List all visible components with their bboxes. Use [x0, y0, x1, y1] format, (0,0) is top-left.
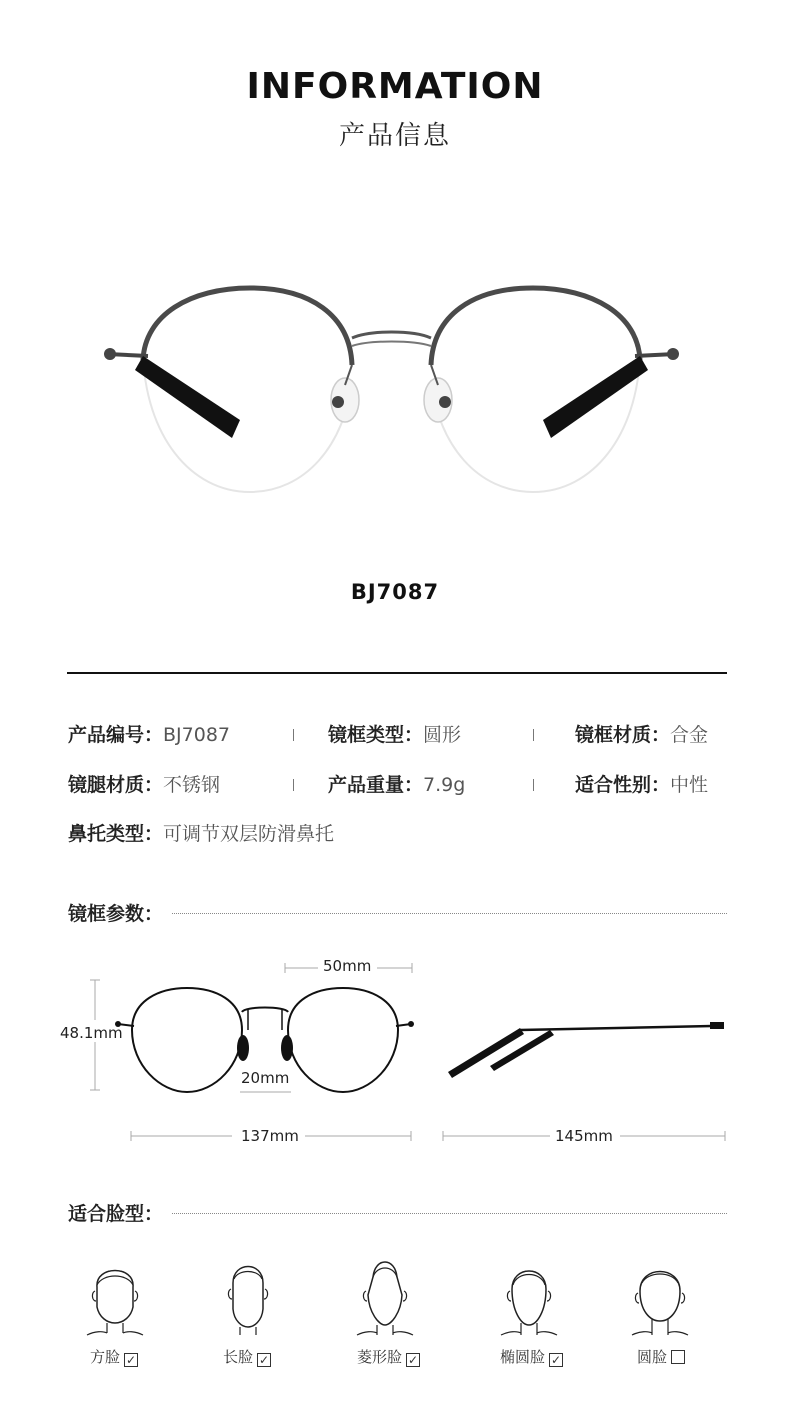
spec-key: 产品编号： — [68, 724, 164, 746]
face-type-oval — [500, 1346, 563, 1367]
spec-frame-material — [575, 720, 708, 747]
face-label: 菱形脸 — [357, 1348, 403, 1366]
spec-key: 鼻托类型： — [68, 823, 164, 845]
temple-length-label: 145mm — [555, 1127, 613, 1145]
spec-key: 镜框类型： — [328, 724, 424, 746]
spec-separator — [293, 729, 294, 741]
title-chinese: 产品信息 — [338, 121, 451, 151]
spec-separator — [533, 729, 534, 741]
face-checkbox[interactable]: ✓ — [407, 1353, 419, 1367]
face-checkbox[interactable]: ✓ — [125, 1353, 137, 1367]
face-type-diamond — [357, 1346, 420, 1367]
title-english: INFORMATION — [246, 66, 544, 107]
spec-value: 合金 — [670, 724, 709, 746]
glasses-front-image — [0, 260, 790, 520]
spec-key: 镜腿材质： — [68, 774, 164, 796]
spec-temple-material — [68, 770, 220, 797]
round-face-icon — [630, 1255, 690, 1335]
face-checkbox[interactable]: ✓ — [550, 1353, 562, 1367]
lens-height-label: 48.1mm — [60, 1024, 123, 1042]
lens-width-label: 50mm — [323, 957, 372, 975]
face-label: 椭圆脸 — [500, 1348, 546, 1366]
spec-key: 适合性别： — [575, 774, 671, 796]
spec-key: 镜框材质： — [575, 724, 671, 746]
spec-separator — [533, 779, 534, 791]
spec-value: 中性 — [670, 774, 709, 796]
spec-value: BJ7087 — [163, 724, 231, 746]
dotted-leader — [172, 913, 727, 914]
face-label: 长脸 — [223, 1348, 254, 1366]
frame-width-label: 137mm — [241, 1127, 299, 1145]
face-label: 方脸 — [90, 1348, 121, 1366]
face-type-square — [90, 1346, 138, 1367]
face-type-round — [637, 1346, 685, 1367]
dotted-leader — [172, 1213, 727, 1214]
product-model: BJ7087 — [350, 580, 440, 604]
spec-nose-pad — [68, 819, 334, 846]
spec-value: 圆形 — [423, 724, 462, 746]
spec-gender — [575, 770, 708, 797]
bridge-label: 20mm — [241, 1069, 290, 1087]
face-checkbox[interactable] — [671, 1350, 685, 1364]
long-face-icon — [218, 1255, 278, 1335]
spec-weight — [328, 770, 465, 797]
spec-separator — [293, 779, 294, 791]
face-types-heading: 适合脸型： — [68, 1203, 164, 1225]
spec-product-number — [68, 720, 230, 747]
spec-value: 可调节双层防滑鼻托 — [163, 823, 335, 845]
oval-face-icon — [499, 1255, 559, 1335]
face-checkbox[interactable]: ✓ — [258, 1353, 270, 1367]
spec-key: 产品重量： — [328, 774, 424, 796]
square-face-icon — [85, 1255, 145, 1335]
frame-dimension-front-diagram — [0, 950, 440, 1150]
divider — [67, 672, 727, 674]
spec-value: 不锈钢 — [163, 774, 221, 796]
spec-frame-type — [328, 720, 461, 747]
diamond-face-icon — [355, 1255, 415, 1335]
face-type-long — [223, 1346, 271, 1367]
spec-value: 7.9g — [423, 774, 466, 796]
frame-params-heading: 镜框参数： — [68, 903, 164, 925]
face-label: 圆脸 — [637, 1348, 668, 1366]
